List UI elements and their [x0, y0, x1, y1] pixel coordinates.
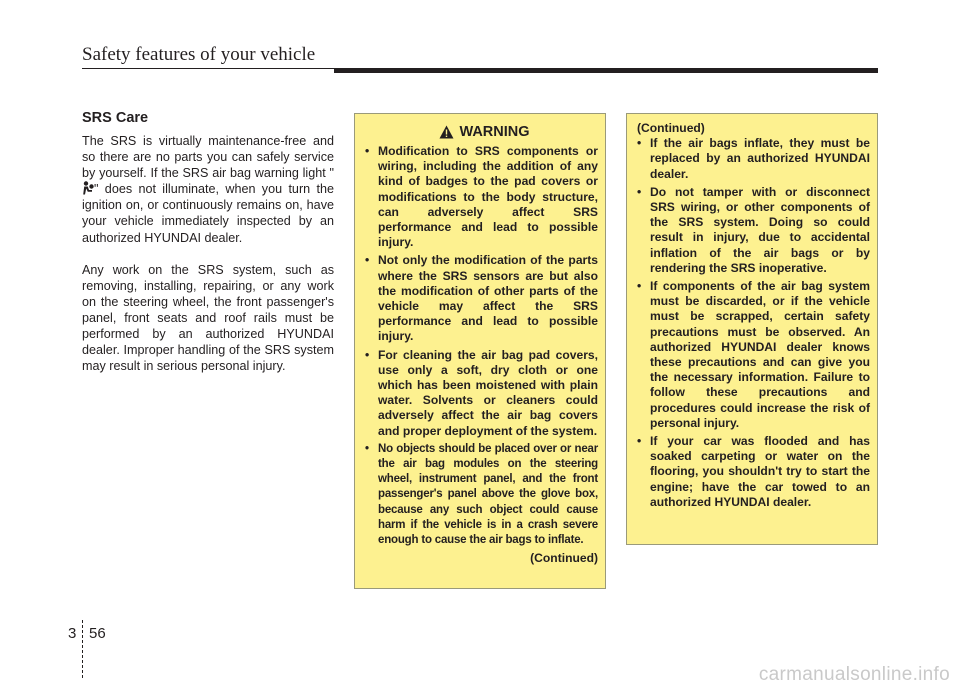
- chapter-number: 3: [68, 625, 77, 642]
- list-item: • If components of the air bag system must be discarded, or if the vehicle must be scrapped, certain safety precautions must be observed. An authorized HYUNDAI dealer knows these precautions and can give you the necessary information. Failure to follow these precautions and procedures could increase the risk of personal injury.: [637, 279, 870, 431]
- list-item: • Do not tamper with or disconnect SRS wiring, or other components of the SRS system. Doing so could result in injury, due to accidental inflation of the air bags or by rendering the SRS inoperative.: [637, 185, 870, 276]
- list-item: • No objects should be placed over or near the air bag modules on the steering wheel, instrument panel, and the front passenger's panel above the glove box, because any such object could cause harm if the vehicle is in a crash severe enough to cause the air bags to inflate.: [365, 442, 598, 548]
- continued-label: (Continued): [637, 121, 705, 135]
- list-item: • If your car was flooded and has soaked carpeting or water on the flooring, you shouldn't try to start the engine; have the car towed to an authorized HYUNDAI dealer.: [637, 434, 870, 510]
- list-item: • Not only the modification of the parts where the SRS sensors are but also the modification of other parts of the vehicle may affect the SRS performance and lead to possible injury.: [365, 253, 598, 344]
- warning-heading: [365, 124, 598, 140]
- warning-list: [637, 136, 870, 510]
- section-heading: SRS Care: [82, 110, 149, 126]
- list-item: • For cleaning the air bag pad covers, use only a soft, dry cloth or one which has been moistened with plain water. Solvents or cleaners could adversely affect the air bag covers and proper deployment of the system.: [365, 348, 598, 439]
- srs-care-paragraph-1: [82, 133, 334, 246]
- page-number: 56: [89, 625, 106, 642]
- continued-warning-box: [626, 113, 878, 545]
- airbag-occupant-icon: [82, 181, 94, 195]
- paragraph-text: " does not illuminate, when you turn the ignition on, or continuously remains on, have your vehicle immediately inspected by an authorized HYUNDAI dealer.: [82, 182, 334, 245]
- list-item: • Modification to SRS components or wiring, including the addition of any kind of badges to the pad covers or modifications to the body structure, can adversely affect SRS performance and lead to possible injury.: [365, 144, 598, 250]
- page-header-title: Safety features of your vehicle: [82, 44, 316, 65]
- paragraph-text: The SRS is virtually maintenance-free and so there are no parts you can safely service by yourself. If the SRS air bag warning light ": [82, 134, 334, 181]
- warning-box: [354, 113, 606, 589]
- warning-triangle-icon: [439, 125, 454, 139]
- warning-list: [365, 144, 598, 548]
- header-rule-thick: [334, 68, 878, 73]
- warning-title: WARNING: [459, 124, 530, 140]
- continued-label: (Continued): [530, 551, 598, 566]
- footer-divider: [82, 620, 83, 678]
- list-item: • If the air bags inflate, they must be replaced by an authorized HYUNDAI dealer.: [637, 136, 870, 182]
- srs-care-paragraph-2: Any work on the SRS system, such as removing, installing, repairing, or any work on the steering wheel, the front passenger's panel, front seats and roof rails must be performed by an authorized HYUNDAI dealer. Improper handling of the SRS system may result in serious personal injury.: [82, 262, 334, 374]
- watermark: carmanualsonline.info: [758, 664, 950, 685]
- srs-care-section: [82, 110, 334, 390]
